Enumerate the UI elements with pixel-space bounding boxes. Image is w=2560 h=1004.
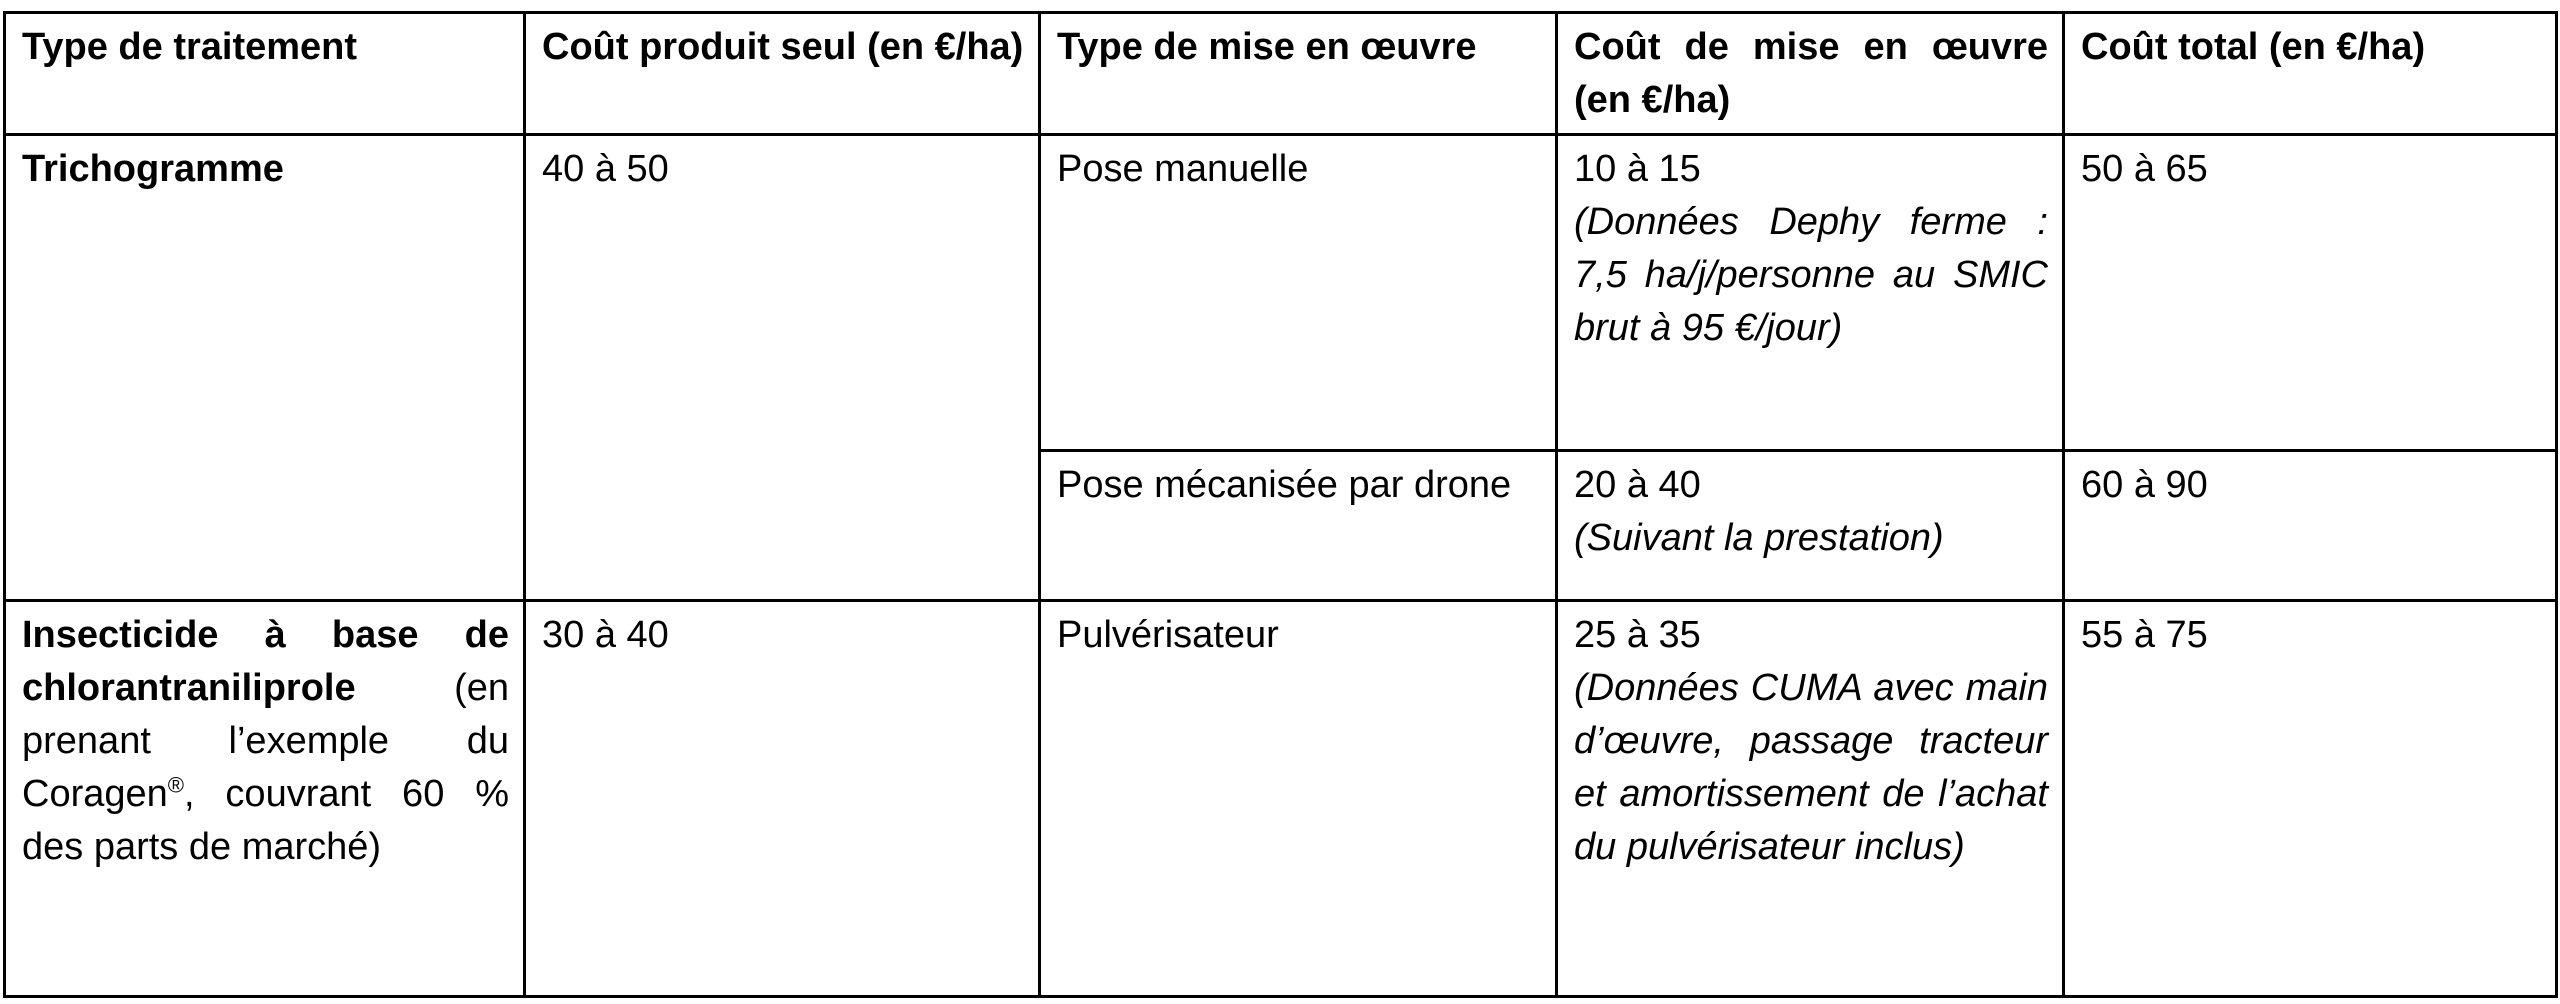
cell-product-cost-insecticide: 30 à 40 [525,601,1040,997]
header-cell-method: Type de mise en œuvre [1040,13,1557,135]
header-cell-implementation-cost: Coût de mise en œuvre (en €/ha) [1557,13,2064,135]
header-cell-treatment: Type de traitement [5,13,525,135]
cell-total-pose-drone: 60 à 90 [2064,451,2557,601]
cell-product-cost-trichogramme: 40 à 50 [525,135,1040,601]
cell-method-pose-drone: Pose mécanisée par drone [1040,451,1557,601]
cell-implementation-cost-pose-drone: 20 à 40 (Suivant la prestation) [1557,451,2064,601]
header-cell-product-cost: Coût produit seul (en €/ha) [525,13,1040,135]
cell-treatment-trichogramme: Trichogramme [5,135,525,601]
header-cell-total: Coût total (en €/ha) [2064,13,2557,135]
cost-table [3,11,2558,998]
cell-method-pulverisateur: Pulvérisateur [1040,601,1557,997]
cell-treatment-insecticide: Insecticide à base de chlorantraniliprole (en prenant l’exemple du Coragen®, couvrant 60 % des parts de marché) [5,601,525,997]
cell-implementation-cost-pose-manuelle: 10 à 15 (Données Dephy ferme : 7,5 ha/j/personne au SMIC brut à 95 €/jour) [1557,135,2064,451]
cell-total-pose-manuelle: 50 à 65 [2064,135,2557,451]
header-row [5,13,2557,135]
cell-total-insecticide: 55 à 75 [2064,601,2557,997]
cell-method-pose-manuelle: Pose manuelle [1040,135,1557,451]
cell-implementation-cost-pulverisateur: 25 à 35 (Données CUMA avec main d’œuvre, passage tracteur et amortissement de l’achat du pulvérisateur inclus) [1557,601,2064,997]
row-insecticide [5,601,2557,997]
row-trichogramme-manual [5,135,2557,451]
